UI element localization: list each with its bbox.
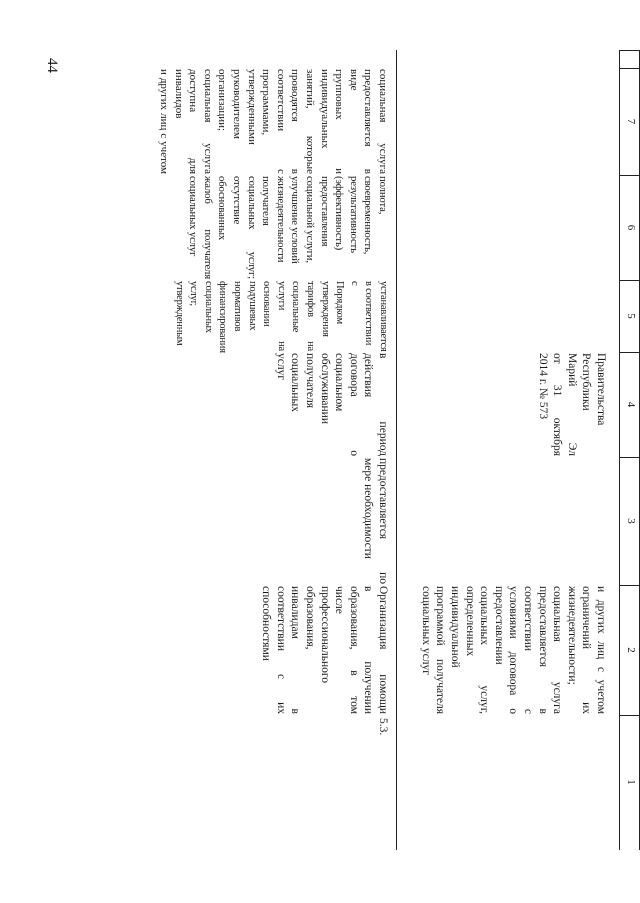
col-header-7: 7 <box>625 118 637 125</box>
service-term: в период действия договора о социальном обслуживании получателя социальных услуг <box>274 353 389 456</box>
page-number: 44 <box>44 58 60 73</box>
service-conditions: социальная услуга предоставляется в виде групповых и индивидуальных занятий, которые проводятся в соответствии с программами, утвержденными руководителем организации; социальная услуга доступна для инвалидов и других лиц с учетом <box>158 69 389 174</box>
col-header-4: 4 <box>625 401 637 408</box>
service-quality: полнота, своевременность, результативность (эффективность) предоставления социальной услуги, улучшение условий жизнедеятельности получателя социальных услуг; отсутствие обоснованных жалоб получателя социальных услуг <box>187 176 389 279</box>
col-header-5: 5 <box>625 313 637 319</box>
service-name: Организация помощи в получении образования, в том числе профессионального образования, инвалидам в соответствии с их способностями <box>260 586 389 714</box>
rotated-table <box>120 50 640 850</box>
prev-row-col7: и других лиц с учетом ограничений их жизнедеятельности; социальная услуга предоставляется в соответствии с условиями договора о предоставлении социальных услуг, определенных индивидуальной программой получателя социальных услуг <box>419 586 607 714</box>
col-header-2: 2 <box>625 647 637 653</box>
col-header-6: 6 <box>625 224 637 231</box>
col-header-3: 3 <box>625 518 637 524</box>
col-header-1: 1 <box>625 779 637 785</box>
service-frequency: предоставляется по мере необходимости <box>362 458 389 584</box>
header-divider <box>620 50 640 51</box>
row-number: 5.3. <box>377 718 389 736</box>
prev-row-col5: Правительства Республики Марий Эл от 31 октября 2014 г. № 573 <box>536 353 607 456</box>
service-tariff: устанавливается в соответствии с Порядком утверждения тарифов на социальные услуги на основании подушевых нормативов финансирования социальных услуг, утвержденным <box>173 281 389 353</box>
row-divider <box>396 50 397 850</box>
header-bottom-border <box>619 50 620 850</box>
